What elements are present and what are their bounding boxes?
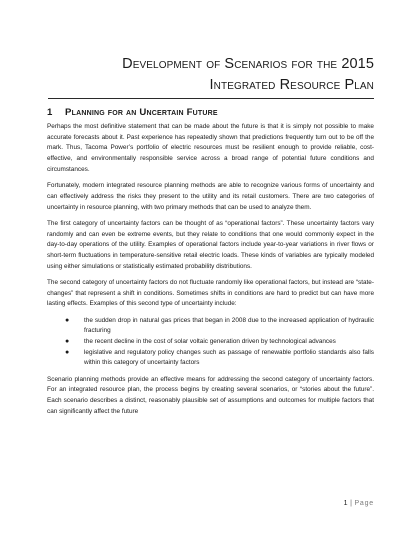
list-item-text: the recent decline in the cost of solar voltaic generation driven by technological advances (84, 338, 336, 346)
title-divider (48, 98, 374, 99)
title-line-1: Development of Scenarios for the 2015 (122, 56, 374, 72)
paragraph-5: Scenario planning methods provide an effective means for addressing the second category of uncertainty factors. For an integrated resource plan, the process begins by creating several scenarios, or “stories about the future”. Each scenario describes a distinct, reasonably plausible set of assumptions and outcomes for multiple factors that can significantly affect the future (47, 375, 374, 415)
list-item (65, 316, 374, 337)
page-number: 1 (343, 500, 348, 507)
section-title: Planning for an Uncertain Future (65, 107, 218, 118)
footer-separator: | (350, 500, 353, 507)
section-heading (47, 107, 377, 118)
bullet-icon: ● (65, 316, 70, 324)
paragraph-3: The first category of uncertainty factors can be thought of as “operational factors”. These uncertainty factors vary randomly and can even be extreme events, but they relate to conditions that one would commonly expect in the day-to-day operations of the utility. Examples of operational factors include year-to-year variations in river flows or short-term fluctuations in temperature-sensitive retail electric loads. These kinds of variables are typically modeled using either simulations or statistically estimated probability distributions. (47, 219, 374, 270)
bullet-icon: ● (65, 348, 70, 356)
uncertainty-examples-list (47, 316, 374, 370)
bullet-icon: ● (65, 338, 70, 346)
list-item-text: the sudden drop in natural gas prices that began in 2008 due to the increased application of hydraulic fracturing (84, 316, 374, 335)
list-item-text: legislative and regulatory policy changes such as passage of renewable portfolio standards also falls within this category of uncertainty factors (84, 348, 374, 367)
document-title (44, 54, 374, 96)
paragraph-4: The second category of uncertainty factors do not fluctuate randomly like operational factors, but instead are “state-changes” that represent a shift in conditions. Sometimes shifts in conditions are hard to predict but can have more lasting effects. Examples of this second type of uncertainty include: (47, 278, 374, 308)
section-number: 1 (47, 107, 53, 118)
document-body (47, 122, 374, 423)
page-label: Page (354, 500, 374, 507)
paragraph-1: Perhaps the most definitive statement that can be made about the future is that it is simply not possible to make accurate forecasts about it. Past experience has repeatedly shown that predictions frequently turn out to be off the mark. Thus, Tacoma Power’s portfolio of electric resources must be resilient enough to provide reliable, cost-effective, and environmentally responsible service across a broad range of potential future conditions and circumstances. (47, 123, 374, 173)
list-item (65, 348, 374, 369)
paragraph-2: Fortunately, modern integrated resource planning methods are able to recognize various forms of uncertainty and can effectively address the risks they present to the utility and its retail customers. There are two categories of uncertainty in resource planning, with two primary methods that can be used to analyze them. (47, 182, 374, 211)
page-footer (344, 500, 374, 507)
list-item (65, 337, 374, 348)
title-line-2: Integrated Resource Plan (209, 77, 374, 93)
